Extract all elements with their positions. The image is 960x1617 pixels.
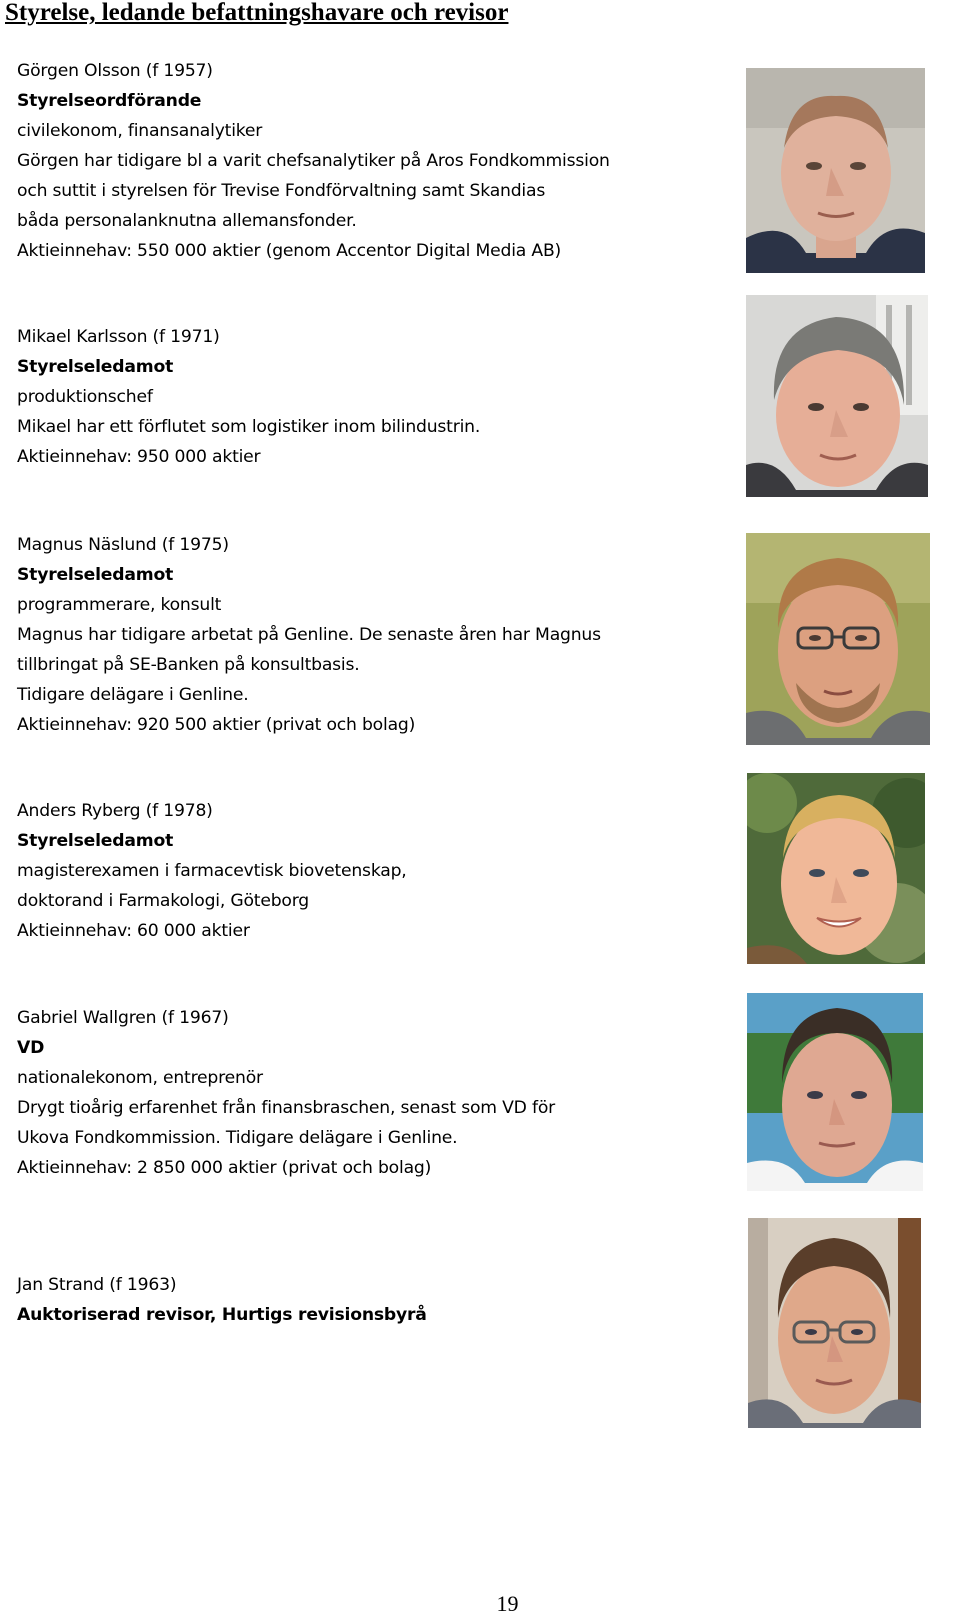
- person-detail-line: Drygt tioårig erfarenhet från finansbraschen, senast som VD för: [17, 1098, 555, 1118]
- person-name: Anders Ryberg (f 1978): [17, 801, 213, 821]
- person-bio-magnus-naslund: [17, 530, 601, 740]
- portrait-photo-mikael-karlsson: [746, 295, 928, 497]
- person-detail-line: nationalekonom, entreprenör: [17, 1068, 263, 1088]
- person-detail-line: och suttit i styrelsen för Trevise Fondförvaltning samt Skandias: [17, 181, 546, 201]
- person-role: Styrelseledamot: [17, 565, 174, 585]
- portrait-photo-gorgen-olsson: [746, 68, 925, 273]
- person-detail-line: Aktieinnehav: 550 000 aktier (genom Accentor Digital Media AB): [17, 241, 562, 261]
- person-detail-line: doktorand i Farmakologi, Göteborg: [17, 891, 310, 911]
- person-role: Styrelseledamot: [17, 357, 174, 377]
- person-role: Auktoriserad revisor, Hurtigs revisionsbyrå: [17, 1305, 427, 1325]
- person-detail-line: båda personalanknutna allemansfonder.: [17, 211, 357, 231]
- person-detail-line: programmerare, konsult: [17, 595, 222, 615]
- person-detail-line: magisterexamen i farmacevtisk biovetenskap,: [17, 861, 407, 881]
- portrait-photo-magnus-naslund: [746, 533, 930, 745]
- person-detail-line: Mikael har ett förflutet som logistiker inom bilindustrin.: [17, 417, 481, 437]
- person-name: Görgen Olsson (f 1957): [17, 61, 213, 81]
- person-detail-line: tillbringat på SE-Banken på konsultbasis.: [17, 655, 360, 675]
- person-name: Jan Strand (f 1963): [17, 1275, 177, 1295]
- person-bio-anders-ryberg: [17, 796, 407, 946]
- person-bio-jan-strand: [17, 1270, 427, 1330]
- portrait-photo-gabriel-wallgren: [747, 993, 923, 1191]
- person-detail-line: Aktieinnehav: 920 500 aktier (privat och bolag): [17, 715, 416, 735]
- page-number: 19: [496, 1591, 519, 1616]
- person-role: Styrelseordförande: [17, 91, 202, 111]
- person-detail-line: Aktieinnehav: 2 850 000 aktier (privat och bolag): [17, 1158, 432, 1178]
- person-detail-line: Tidigare delägare i Genline.: [17, 685, 249, 705]
- page-heading: Styrelse, ledande befattningshavare och revisor: [5, 0, 509, 26]
- person-bio-gorgen-olsson: [17, 56, 610, 266]
- person-detail-line: produktionschef: [17, 387, 153, 407]
- portrait-photo-jan-strand: [748, 1218, 921, 1428]
- person-detail-line: Aktieinnehav: 950 000 aktier: [17, 447, 261, 467]
- person-bio-mikael-karlsson: [17, 322, 480, 472]
- person-detail-line: civilekonom, finansanalytiker: [17, 121, 263, 141]
- person-role: Styrelseledamot: [17, 831, 174, 851]
- person-detail-line: Ukova Fondkommission. Tidigare delägare i Genline.: [17, 1128, 458, 1148]
- person-detail-line: Aktieinnehav: 60 000 aktier: [17, 921, 250, 941]
- person-detail-line: Magnus har tidigare arbetat på Genline. De senaste åren har Magnus: [17, 625, 601, 645]
- person-name: Mikael Karlsson (f 1971): [17, 327, 220, 347]
- person-bio-gabriel-wallgren: [17, 1003, 555, 1183]
- person-role: VD: [17, 1038, 45, 1058]
- person-name: Magnus Näslund (f 1975): [17, 535, 229, 555]
- person-detail-line: Görgen har tidigare bl a varit chefsanalytiker på Aros Fondkommission: [17, 151, 610, 171]
- person-name: Gabriel Wallgren (f 1967): [17, 1008, 229, 1028]
- portrait-photo-anders-ryberg: [747, 773, 925, 964]
